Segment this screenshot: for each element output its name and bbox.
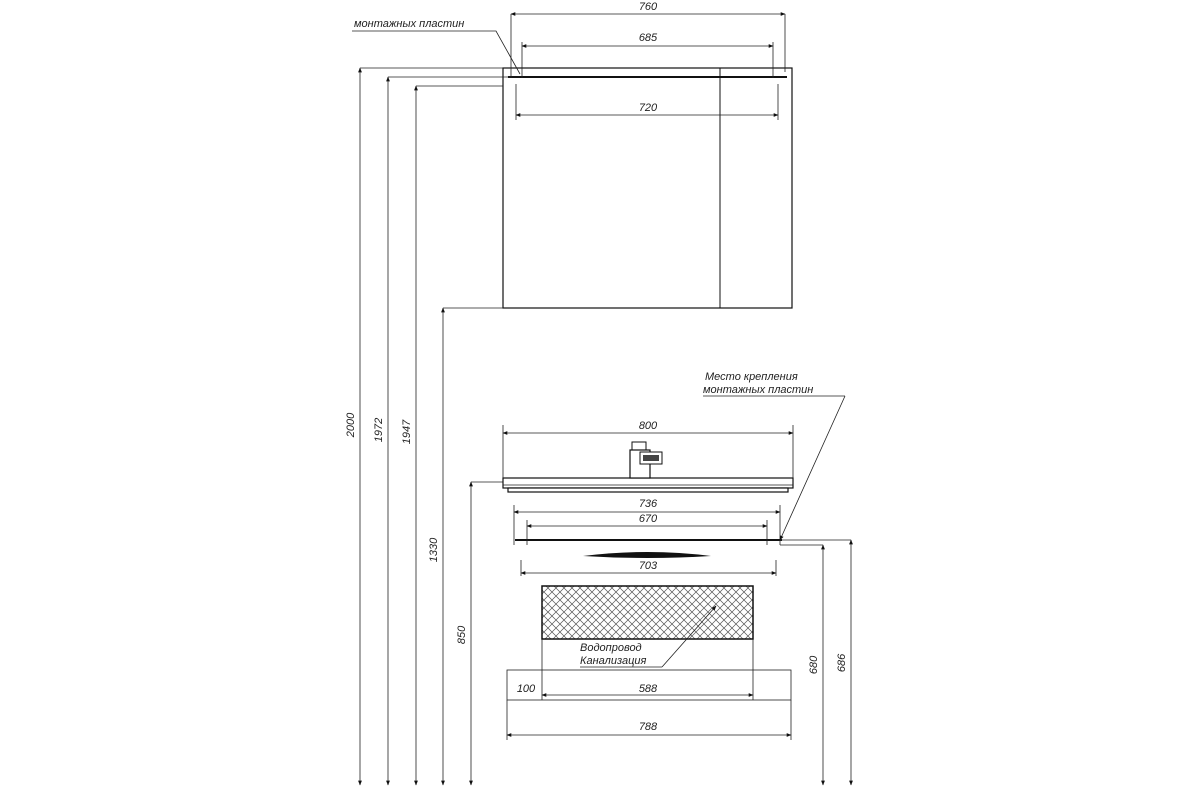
dim-mirror-inner-label: 720	[638, 102, 658, 114]
faucet-icon	[630, 442, 662, 478]
mid-callout	[703, 371, 845, 540]
dim-floor-width-label: 788	[638, 721, 658, 733]
mid-callout-line1: Место крепления	[705, 371, 798, 383]
dim-h-850	[456, 482, 503, 785]
dim-h-1947	[401, 86, 503, 785]
top-callout-label: монтажных пластин	[354, 18, 465, 30]
dim-h-1972-label: 1972	[373, 417, 385, 443]
basin-top	[503, 478, 793, 488]
dim-mirror-top-label: 760	[638, 1, 658, 13]
dim-h-680	[780, 545, 823, 785]
dim-h-686-label: 686	[836, 653, 848, 673]
dim-pipe-offset-label: 100	[516, 683, 536, 695]
drawer-handle	[583, 552, 711, 558]
dim-h-1972	[373, 77, 520, 785]
pipe-zone	[542, 586, 753, 639]
basin	[503, 478, 793, 492]
dim-h-2000-label: 2000	[345, 412, 357, 438]
dim-drawer-width	[521, 560, 776, 576]
dim-h-680-label: 680	[808, 655, 820, 675]
dim-h-1947-label: 1947	[401, 419, 413, 445]
dim-cabinet-736-label: 736	[638, 498, 658, 510]
dim-h-1330-label: 1330	[428, 537, 440, 563]
dim-mirror-plates-label: 685	[638, 32, 658, 44]
mid-callout-line2: монтажных пластин	[703, 384, 814, 396]
dim-h-2000	[345, 68, 503, 785]
pipes-label-water: Водопровод	[580, 642, 642, 654]
dim-floor-width	[507, 700, 791, 740]
dim-drawer-width-label: 703	[638, 560, 658, 572]
dim-pipe-zone-label: 588	[638, 683, 658, 695]
top-callout	[352, 18, 520, 74]
basin-underside	[508, 488, 788, 492]
dim-h-850-label: 850	[456, 625, 468, 645]
dim-cabinet-plates-label: 670	[638, 513, 658, 525]
dim-pipe-zone	[507, 639, 791, 700]
dim-basin-width-label: 800	[638, 420, 658, 432]
dim-h-1330	[428, 308, 503, 785]
pipes-label-sewer: Канализация	[580, 655, 647, 667]
